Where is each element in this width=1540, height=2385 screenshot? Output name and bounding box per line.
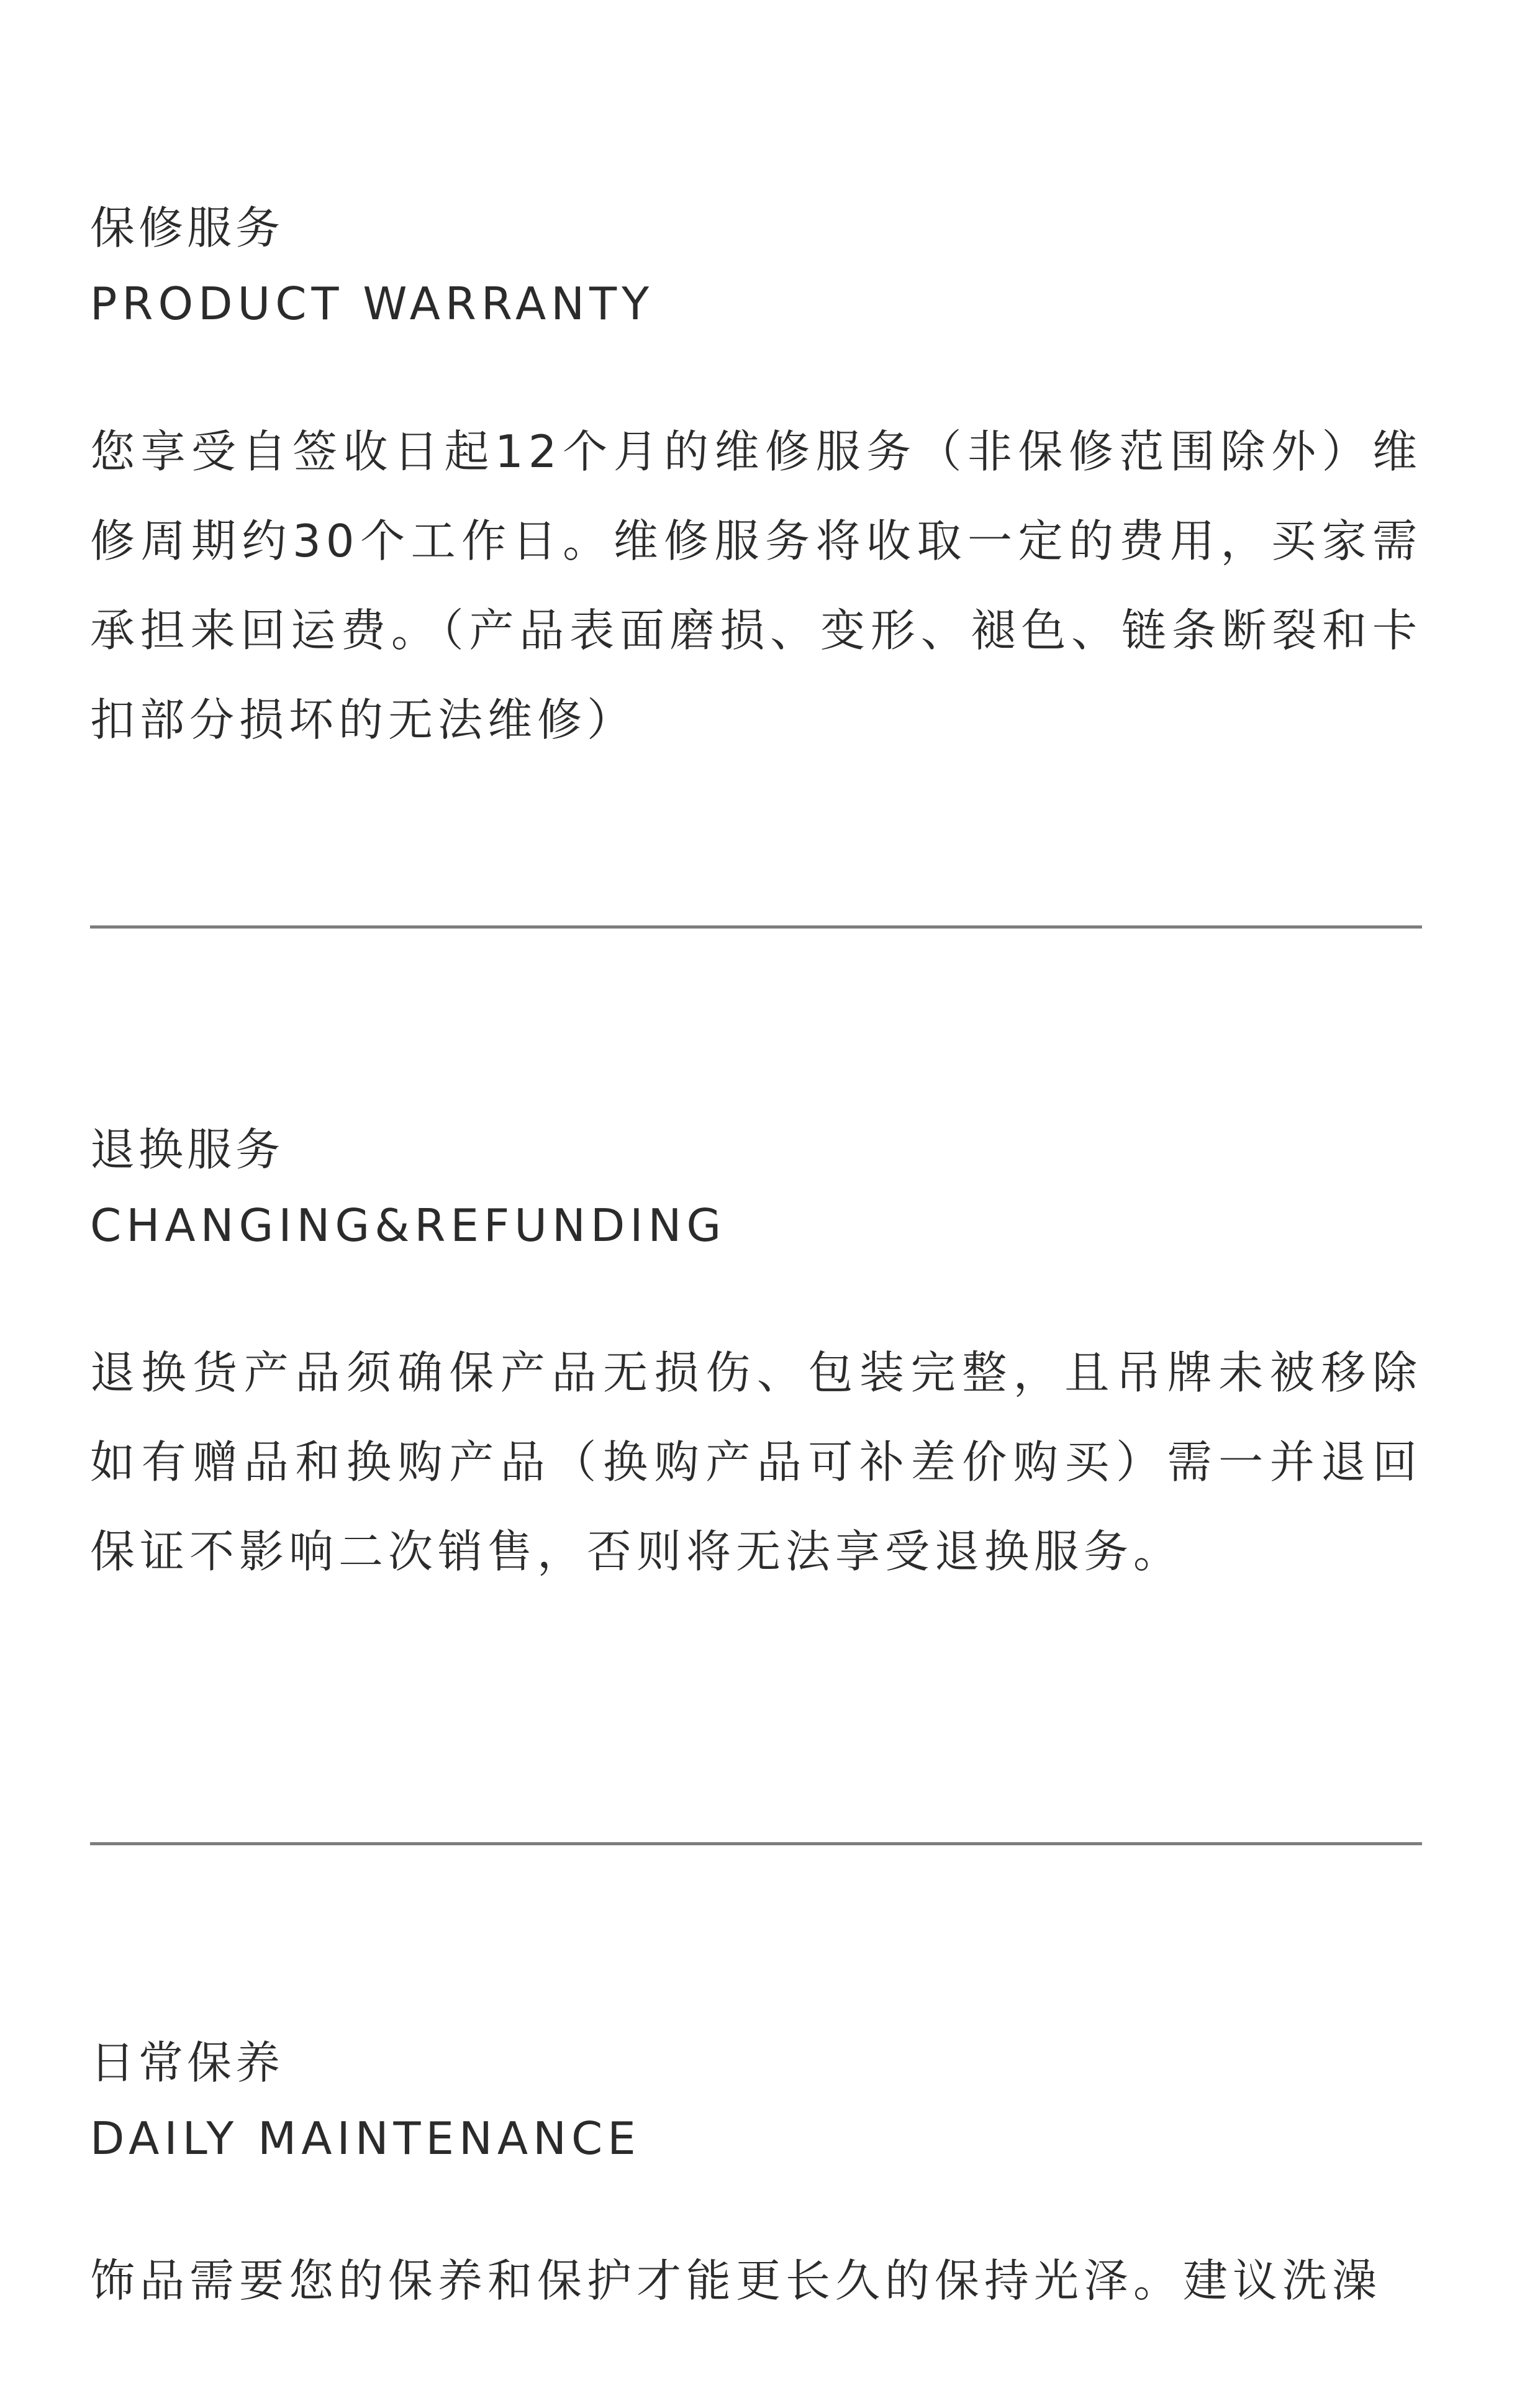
warranty-title-cn: 保修服务 [90,202,284,254]
section-divider [90,925,1422,929]
daily-title-en: DAILY MAINTENANCE [90,2112,641,2165]
refund-title-en: CHANGING&REFUNDING [90,1199,727,1252]
warranty-title-en: PRODUCT WARRANTY [90,278,654,330]
warranty-body-text: 您享受自签收日起12个月的维修服务（非保修范围除外）维修周期约30个工作日。维修服务将收取一定的费用，买家需承担来回运费。（产品表面磨损、变形、褪色、链条断裂和卡扣部分损坏的无法维修） [90,425,1422,746]
warranty-section [90,0,1422,807]
daily-maintenance-section [90,1851,1422,2385]
refund-body-text: 退换货产品须确保产品无损伤、包装完整，且吊牌未被移除如有赠品和换购产品（换购产品可补差价购买）需一并退回保证不影响二次销售，否则将无法享受退换服务。 [90,1347,1422,1578]
refund-title-cn: 退换服务 [90,1124,284,1176]
refund-section [90,932,1422,1739]
daily-title-cn: 日常保养 [90,2037,284,2089]
daily-body-text: 饰品需要您的保养和保护才能更长久的保持光泽。建议洗澡 [90,2255,1382,2307]
section-divider [90,1842,1422,1845]
